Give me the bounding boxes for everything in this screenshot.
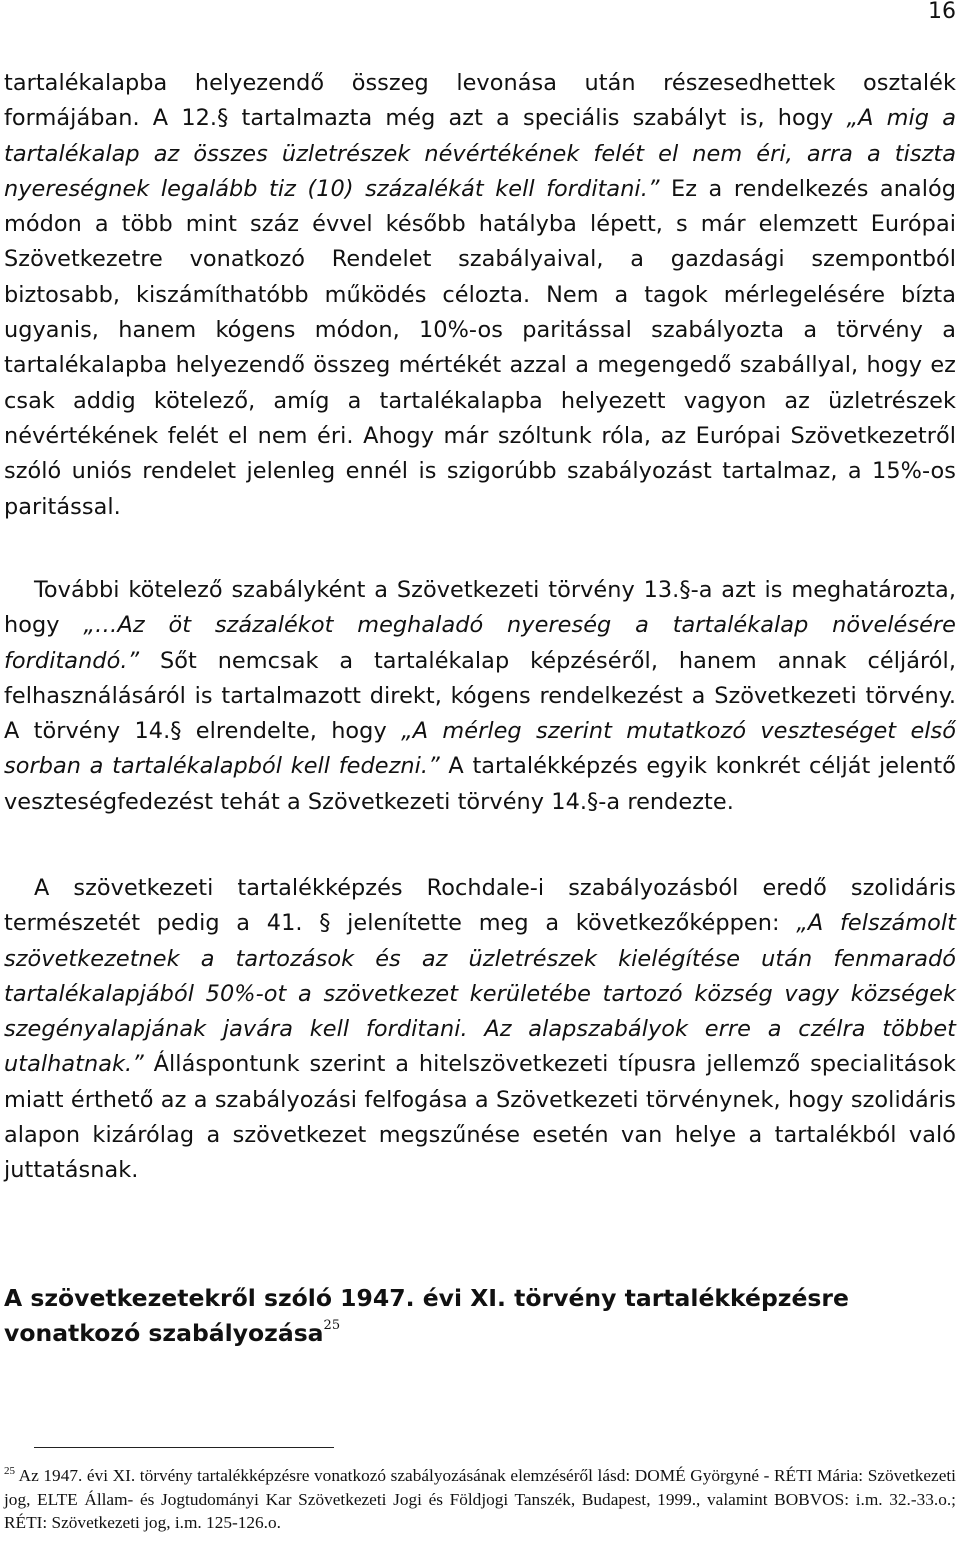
section-heading — [4, 1281, 956, 1351]
section-heading-text: A szövetkezetekről szóló 1947. évi XI. törvény tartalékképzésre vonatkozó szabályozása — [4, 1284, 849, 1347]
paragraph-2-quote-a: „…Az öt százalékot meghaladó nyereség a tartalékalap növelésére forditandó.” — [4, 612, 956, 674]
paragraph-2-text-c: A tartalékképzés egyik konkrét célját jelentő veszteségfedezést tehát a Szövetkezeti törvény 14.§-a rendezte. — [4, 753, 956, 815]
paragraph-3-text-a: A szövetkezeti tartalékképzés Rochdale-i szabályozásból eredő szolidáris természetét pedig a 41. § jelenítette meg a következőképpen: — [4, 875, 956, 937]
footnote-separator — [34, 1447, 334, 1448]
page-number: 16 — [928, 0, 956, 24]
paragraph-2-quote-b: „A mérleg szerint mutatkozó veszteséget első sorban a tartalékalapból kell fedezni.” — [4, 718, 957, 780]
paragraph-1-quote: „A mig a tartalékalap az összes üzletrészek névértékének felét el nem éri, arra a tiszta nyereségnek legalább tiz (10) százalékát kell forditani.” — [4, 105, 956, 202]
footnote — [4, 1464, 956, 1535]
paragraph-1-text-a: tartalékalapba helyezendő összeg levonása után részesedhettek osztalék formájában. A 12.§ tartalmazta még azt a speciális szabályt is, hogy — [4, 70, 956, 132]
footnote-text: Az 1947. évi XI. törvény tartalékképzésre vonatkozó szabályozásának elemzéséről lásd: DOMÉ Györgyné - RÉTI Mária: Szövetkezeti jog, ELTE Állam- és Jogtudományi Kar Szövetkezeti Jogi és Földjogi Tanszék, Budapest, 1999., valamint BOBVOS: i.m. 32.-33.o.; RÉTI: Szövetkezeti jog, i.m. 125-126.o. — [4, 1466, 956, 1532]
paragraph-3-text-b: Álláspontunk szerint a hitelszövetkezeti típusra jellemző specialitások miatt érthető az a szabályozási felfogása a Szövetkezeti törvénynek, hogy szolidáris alapon kizárólag a szövetkezet megszűnése esetén van helye a tartalékból való juttatásnak. — [4, 1051, 956, 1184]
body-paragraph-3 — [4, 871, 956, 1189]
body-paragraph-2 — [4, 573, 956, 820]
paragraph-2-text-b: Sőt nemcsak a tartalékalap képzéséről, hanem annak céljáról, felhasználásáról is tartalmazott direkt, kógens rendelkezést a Szövetkezeti törvény. A törvény 14.§ elrendelte, hogy — [4, 647, 956, 745]
paragraph-1-text-b: Ez a rendelkezés analóg módon a több mint száz évvel később hatályba lépett, s már elemzett Európai Szövetkezetre vonatkozó Rendelet szabályaival, a gazdasági szempontból biztosabb, kiszámíthatóbb működés célozta. Nem a tagok mérlegelésére bízta ugyanis, hanem kógens módon, 10%-os paritással szabályozta a törvény a tartalékalapba helyezendő összeg mértékét azzal a megengedő szabállyal, hogy ez csak addig kötelező, amíg a tartalékalapba helyezett vagyon az üzletrészek névértékének felét el nem éri. Ahogy már szóltunk róla, az Európai Szövetkezetről szóló uniós rendelet jelenleg ennél is szigorúbb szabályozást tartalmaz, a 15%-os paritással. — [4, 175, 956, 520]
paragraph-2-text-a: További kötelező szabályként a Szövetkezeti törvény 13.§-a azt is meghatározta, hogy — [4, 577, 956, 639]
paragraph-3-quote: „A felszámolt szövetkezetnek a tartozások és az üzletrészek kielégítése után fenmaradó tartalékalapjából 50%-ot a szövetkezet kerületébe tartozó község vagy községek szegényalapjának javára kell forditani. Az alapszabályok erre a czélra többet utalhatnak.” — [4, 910, 956, 1078]
footnote-reference[interactable]: 25 — [323, 1318, 341, 1333]
footnote-number: 25 — [4, 1465, 15, 1477]
body-paragraph-1 — [4, 66, 956, 525]
